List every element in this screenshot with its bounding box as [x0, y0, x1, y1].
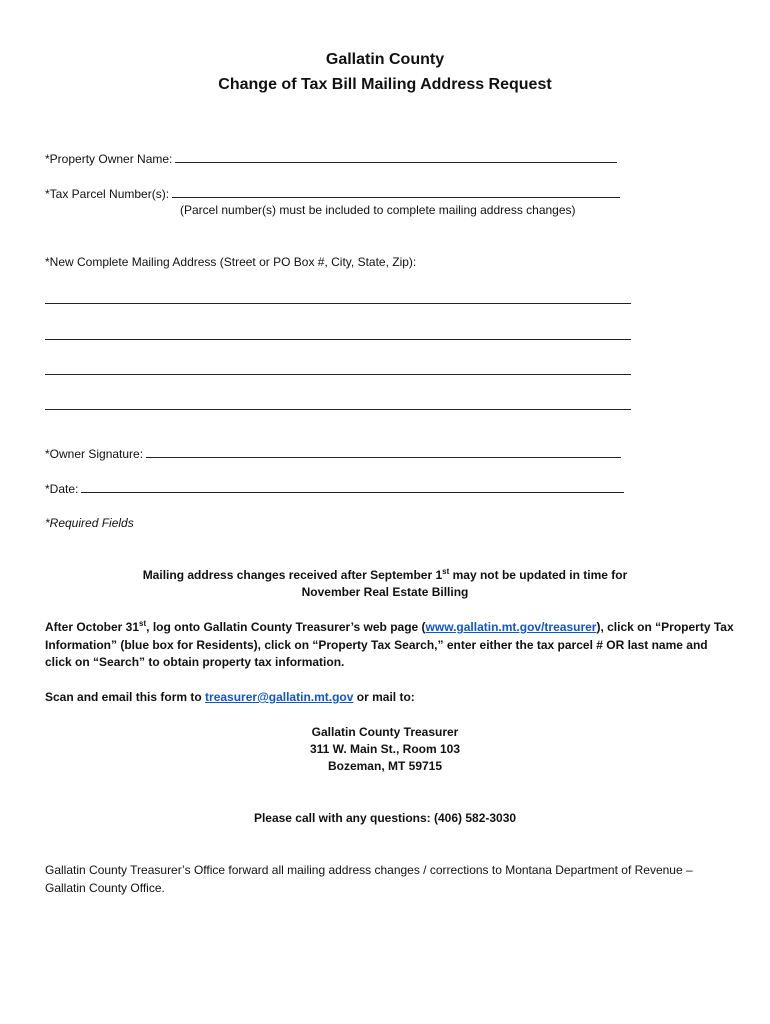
- notice-line-1: [0, 567, 770, 584]
- date-field[interactable]: [81, 481, 624, 493]
- treasurer-email-link[interactable]: treasurer@gallatin.mt.gov: [205, 690, 354, 704]
- instructions-text-a: After October 31: [45, 620, 140, 634]
- contact-line: Please call with any questions: (406) 582-3030: [253, 811, 517, 825]
- instructions-text-b: , log onto Gallatin County Treasurer’s web page (: [146, 620, 426, 634]
- owner-name-label: *Property Owner Name:: [45, 152, 173, 166]
- email-text-a: Scan and email this form to: [45, 690, 206, 704]
- owner-name-field[interactable]: [175, 151, 617, 163]
- parcel-label: *Tax Parcel Number(s):: [45, 187, 170, 201]
- owner-name-row: [45, 151, 617, 166]
- parcel-field[interactable]: [172, 186, 620, 198]
- required-fields-note: *Required Fields: [45, 516, 134, 530]
- address-line-4[interactable]: [45, 408, 631, 410]
- notice-text-a: Mailing address changes received after September 1: [142, 568, 443, 582]
- mailing-line-3: Bozeman, MT 59715: [327, 759, 443, 773]
- parcel-note: (Parcel number(s) must be included to complete mailing address changes): [180, 203, 576, 217]
- notice-text-b: may not be updated in time for: [449, 568, 628, 582]
- address-line-3[interactable]: [45, 373, 631, 375]
- parcel-row: [45, 186, 620, 201]
- email-paragraph: [45, 689, 735, 707]
- form-title: Change of Tax Bill Mailing Address Request: [218, 76, 552, 93]
- instructions-sup: st: [139, 619, 147, 628]
- date-label: *Date:: [45, 482, 79, 496]
- email-text-b: or mail to:: [353, 690, 415, 704]
- date-row: [45, 481, 624, 496]
- instructions-text-c: ), click on “Property Tax Information” (blue box for Residents), click on “Property Tax Search,” enter either the tax parcel # OR last name and click on “Search” to obtain property tax information.: [45, 620, 734, 669]
- signature-field[interactable]: [146, 446, 621, 458]
- mailing-line-2: 311 W. Main St., Room 103: [309, 742, 461, 756]
- mailing-line-1: Gallatin County Treasurer: [311, 725, 459, 739]
- signature-row: [45, 446, 621, 461]
- address-line-1[interactable]: [45, 302, 631, 304]
- footer-paragraph: Gallatin County Treasurer’s Office forward all mailing address changes / corrections to Montana Department of Revenue – Gallatin County Office.: [45, 863, 693, 895]
- instructions-paragraph: [45, 619, 735, 672]
- county-title: Gallatin County: [325, 51, 445, 68]
- notice-sup: st: [442, 567, 450, 576]
- treasurer-website-link[interactable]: www.gallatin.mt.gov/treasurer: [425, 620, 597, 634]
- address-label: *New Complete Mailing Address (Street or PO Box #, City, State, Zip):: [45, 255, 417, 269]
- notice-line-2: November Real Estate Billing: [301, 585, 469, 599]
- address-line-2[interactable]: [45, 338, 631, 340]
- signature-label: *Owner Signature:: [45, 447, 144, 461]
